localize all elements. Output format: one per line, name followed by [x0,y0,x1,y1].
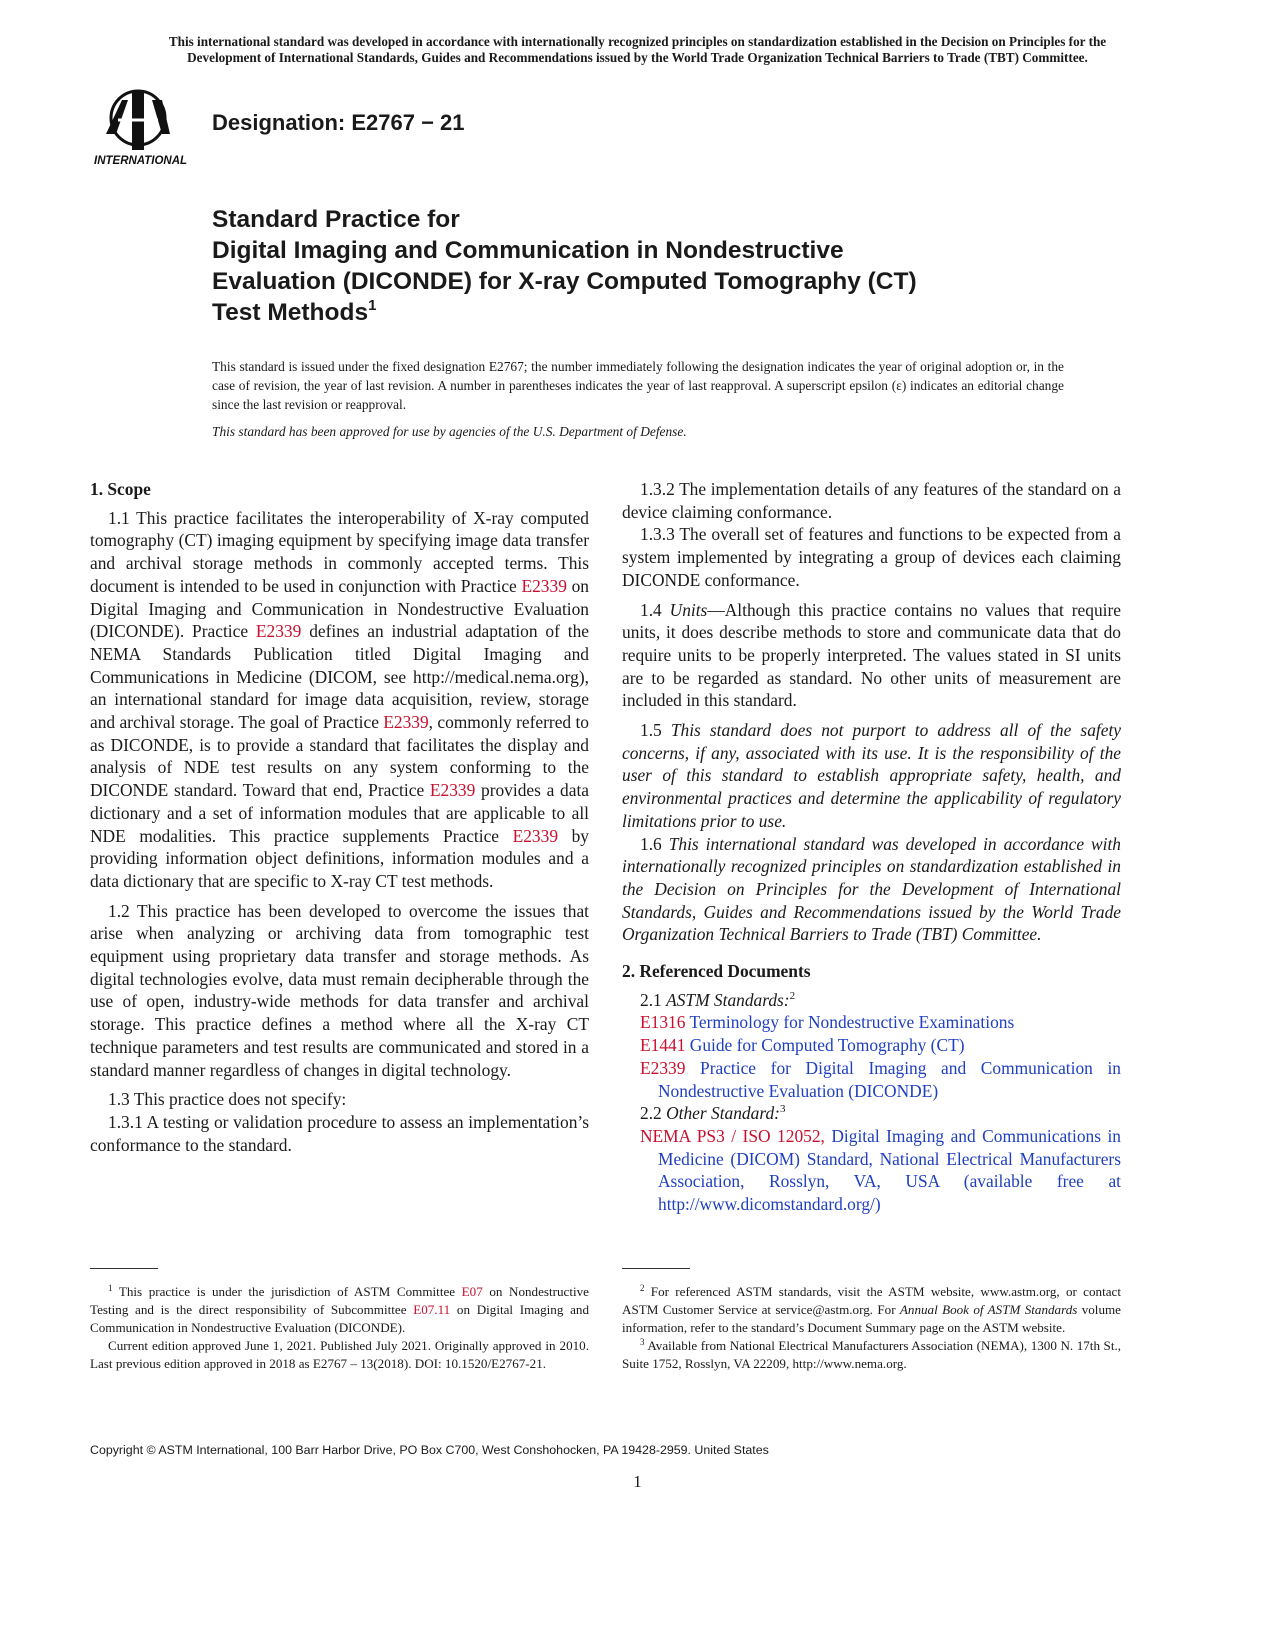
reference-item-nema[interactable]: NEMA PS3 / ISO 12052, Digital Imaging and Communications in Medicine (DICOM) Standard, National Electrical Manufacturers Association, Rosslyn, VA, USA (available free at http://www.dicomstandard.org/) [640,1125,1121,1215]
title-line-4 [212,297,1112,328]
footnote-rule-left [90,1268,158,1269]
issue-note: This standard is issued under the fixed designation E2767; the number immediately following the designation indicates the year of original adoption or, in the case of revision, the year of last revision. A number in parentheses indicates the year of last reapproval. A superscript epsilon (ε) indicates an editorial change since the last revision or reapproval. [212,359,1064,412]
paragraph-1-6: 1.6 This international standard was developed in accordance with internationally recognized principles on standardization established in the Decision on Principles for the Development of International Standards, Guides and Recommendations issued by the World Trade Organization Technical Barriers to Trade (TBT) Committee. [622,833,1121,945]
title-footnote-mark: 1 [368,297,377,314]
astm-logo [92,84,192,172]
title-line-2: Digital Imaging and Communication in Nondestructive [212,237,844,264]
page-number: 1 [633,1472,642,1491]
title-line-4-text: Test Methods [212,299,369,326]
dod-note: This standard has been approved for use by agencies of the U.S. Department of Defense. [212,424,687,439]
title-line-1: Standard Practice for [212,206,460,233]
paragraph-1-3-2: 1.3.2 The implementation details of any features of the standard on a device claiming conformance. [622,479,1121,522]
reference-item-e1441[interactable]: E1441 Guide for Computed Tomography (CT) [640,1035,965,1056]
wto-notice-line-1: This international standard was developed in accordance with internationally recognized principles on standardization established in the Decision on Principles for the [168,34,1107,49]
paragraph-1-2: 1.2 This practice has been developed to overcome the issues that arise when analyzing or archiving data from tomographic test equipment using proprietary data transfer and storage methods. As digital technologies evolve, data must remain decipherable through the use of open, industry-wide methods for data transfer and archival storage. This practice defines a method where all the X-ray CT technique parameters and test results are communicated and stored in a standard manner regardless of changes in digital technology. [90,900,589,1080]
ref-link-e2339[interactable]: E2339 [255,621,302,642]
referenced-documents-heading: 2. Referenced Documents [622,961,811,982]
astm-standards-label: 2.1 ASTM Standards:$^2$ [640,989,796,1010]
footnote-rule-right [622,1268,690,1269]
footnotes-right [622,1283,1121,1373]
committee-e07-link[interactable]: E07 [461,1284,483,1299]
footnotes-left [90,1283,589,1373]
ref-link-e2339[interactable]: E2339 [521,575,567,596]
left-column [90,478,589,1156]
designation: Designation: E2767 − 21 [212,110,465,135]
title-line-3: Evaluation (DICONDE) for X-ray Computed Tomography (CT) [212,268,917,295]
logo-text: INTERNATIONAL [94,155,188,167]
scope-heading: 1. Scope [90,479,151,499]
paragraph-1-1: 1.1 This practice facilitates the interoperability of X-ray computed tomography (CT) imaging equipment by specifying image data transfer and archival storage methods in commonly accepted terms. This document is intended to be used in conjunction with Practice E2339 on Digital Imaging and Communication in Nondestructive Evaluation (DICONDE). Practice E2339 defines an industrial adaptation of the NEMA Standards Publication titled Digital Imaging and Communications in Medicine (DICOM, see http://medical.nema.org), an international standard for image data acquisition, review, storage and archival storage. The goal of Practice E2339, commonly referred to as DICONDE, is to provide a standard that facilitates the display and analysis of NDE test results on any system conforming to the DICONDE standard. Toward that end, Practice E2339 provides a data dictionary and a set of information modules that are applicable to all NDE modalities. This practice supplements Practice E2339 by providing information object definitions, information modules and a data dictionary that are specific to X-ray CT test methods. [90,507,589,891]
footnote-3: $^3$ Available from National Electrical Manufacturers Association (NEMA), 1300 N. 17th St., Suite 1752, Rosslyn, VA 22209, http://www.nema.org. [622,1337,1121,1371]
ref-link-e2339[interactable]: E2339 [383,712,429,733]
copyright: Copyright © ASTM International, 100 Barr Harbor Drive, PO Box C700, West Conshohocken, PA 19428-2959. United States [90,1443,769,1457]
footnote-1-edition: Current edition approved June 1, 2021. Published July 2021. Originally approved in 2010. Last previous edition approved in 2018 as E2767 – 13(2018). DOI: 10.1520/E2767-21. [90,1338,589,1371]
paragraph-1-5: 1.5 This standard does not purport to address all of the safety concerns, if any, associated with its use. It is the responsibility of the user of this standard to establish appropriate safety, health, and environmental practices and determine the applicability of regulatory limitations prior to use. [622,720,1121,831]
wto-notice-line-2: Development of International Standards, Guides and Recommendations issued by the World Trade Organization Technical Barriers to Trade (TBT) Committee. [187,50,1088,65]
paragraph-1-3-3: 1.3.3 The overall set of features and functions to be expected from a system implemented by integrating a group of devices each claiming DICONDE conformance. [622,524,1121,590]
footnote-1: $^1$ This practice is under the jurisdiction of ASTM Committee E07 on Nondestructive Testing and is the direct responsibility of Subcommittee E07.11 on Digital Imaging and Communication in Nondestructive Evaluation (DICONDE). [90,1283,589,1335]
paragraph-1-3: 1.3 This practice does not specify: [108,1089,347,1110]
wto-notice [90,34,1185,66]
other-standard-label: 2.2 Other Standard:$^3$ [640,1103,786,1124]
reference-item-e2339[interactable]: E2339 Practice for Digital Imaging and Communication in Nondestructive Evaluation (DICONDE) [640,1057,1121,1101]
subcommittee-e07-11-link[interactable]: E07.11 [413,1302,451,1317]
astm-logo-icon [92,84,192,172]
paragraph-1-3-1: 1.3.1 A testing or validation procedure to assess an implementation’s conformance to the standard. [90,1111,589,1155]
ref-link-e2339[interactable]: E2339 [512,825,559,846]
footnote-2: $^2$ For referenced ASTM standards, visit the ASTM website, www.astm.org, or contact ASTM Customer Service at service@astm.org. For Annual Book of ASTM Standards volume information, refer to the standard’s Document Summary page on the ASTM website. [622,1283,1121,1335]
document-title [212,204,1112,328]
ref-link-e2339[interactable]: E2339 [429,780,476,801]
reference-item-e1316[interactable]: E1316 Terminology for Nondestructive Examinations [640,1012,1015,1033]
paragraph-1-4: 1.4 Units—Although this practice contains no values that require units, it does describe methods to store and communicate data that do require units to be properly interpreted. The values stated in SI units are to be regarded as standard. No other units of measurement are included in this standard. [622,599,1121,711]
right-column [622,478,1121,1216]
